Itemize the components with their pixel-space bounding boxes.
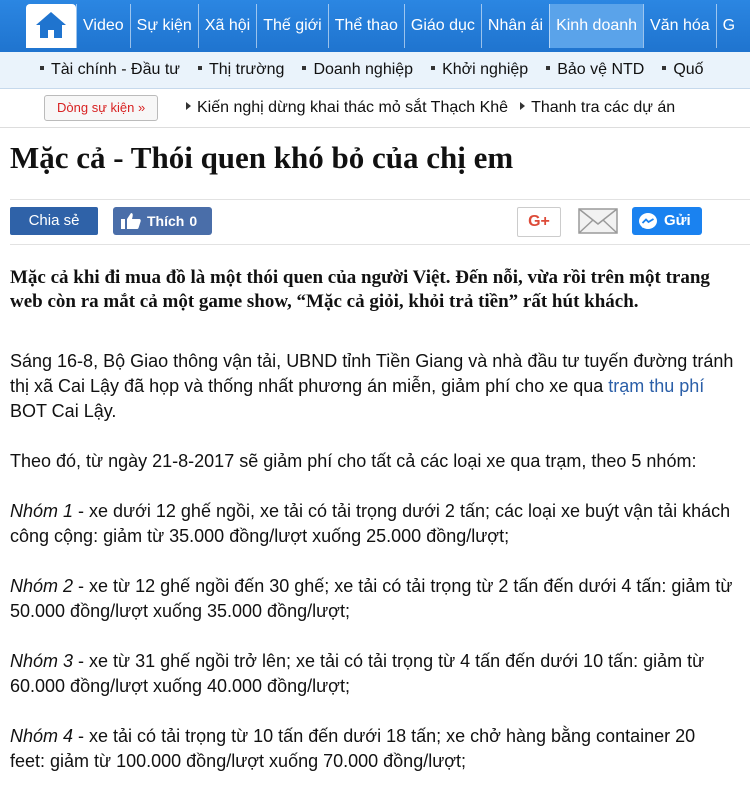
group-text: - xe dưới 12 ghế ngồi, xe tải có tải trọng dưới 2 tấn; các loại xe buýt vận tải khách công cộng: giảm từ 35.000 đồng/lượt xuống 25.000 đồng/lượt;: [10, 501, 731, 546]
group-text: - xe từ 12 ghế ngồi đến 30 ghế; xe tải có tải trọng từ 2 tấn đến dưới 4 tấn: giảm từ 50.000 đồng/lượt xuống 35.000 đồng/lượt;: [10, 576, 733, 621]
toll-station-link[interactable]: trạm thu phí: [608, 376, 705, 396]
paragraph: [10, 349, 735, 424]
subnav-label: Thị trường: [208, 61, 285, 78]
subnav-item-thi-truong[interactable]: [198, 52, 284, 88]
article-lead: Mặc cả khi đi mua đồ là một thói quen của người Việt. Đến nỗi, vừa rồi trên một trang web còn ra mắt cả một game show, “Mặc cả giỏi, khỏi trả tiền” rất hút khách.: [10, 267, 710, 312]
bullet-icon: [198, 66, 202, 70]
like-button[interactable]: [113, 207, 212, 235]
email-button[interactable]: [578, 206, 618, 236]
group-label: Nhóm 4: [10, 726, 74, 746]
group-label: Nhóm 3: [10, 651, 74, 671]
send-label: Gửi: [664, 212, 691, 229]
ticker-item-label: Thanh tra các dự án: [531, 99, 676, 116]
subnav-item-khoi-nghiep[interactable]: [431, 52, 528, 88]
nav-list: [76, 4, 741, 48]
google-plus-button[interactable]: G+: [517, 207, 561, 237]
top-navigation: [0, 0, 750, 52]
nav-item-xa-hoi[interactable]: Xã hội: [198, 4, 256, 48]
nav-item-video[interactable]: Video: [76, 4, 130, 48]
home-icon: [35, 10, 67, 40]
event-ticker: [0, 89, 750, 128]
nav-item-giao-duc[interactable]: Giáo dục: [404, 4, 481, 48]
subnav-item-bao-ve-ntd[interactable]: [546, 52, 644, 88]
subnav-item-tai-chinh[interactable]: [40, 52, 180, 88]
nav-item-the-thao[interactable]: Thể thao: [328, 4, 404, 48]
nav-item-van-hoa[interactable]: Văn hóa: [643, 4, 716, 48]
sub-navigation: [0, 52, 750, 89]
nav-item-kinh-doanh[interactable]: Kinh doanh: [549, 4, 643, 48]
group-text: - xe từ 31 ghế ngồi trở lên; xe tải có tải trọng từ 4 tấn đến dưới 10 tấn: giảm từ 60.000 đồng/lượt xuống 40.000 đồng/lượt;: [10, 651, 705, 696]
bullet-icon: [302, 66, 306, 70]
group-label: Nhóm 1: [10, 501, 74, 521]
paragraph-text: BOT Cai Lậy.: [10, 401, 117, 421]
subnav-item-quoc[interactable]: [662, 52, 703, 88]
bullet-icon: [431, 66, 435, 70]
bullet-icon: [40, 66, 44, 70]
nav-item-nhan-ai[interactable]: Nhân ái: [481, 4, 549, 48]
subnav-label: Tài chính - Đầu tư: [51, 61, 180, 78]
group-paragraph: [10, 649, 735, 699]
messenger-icon: [639, 213, 657, 230]
nav-item-the-gioi[interactable]: Thế giới: [256, 4, 328, 48]
group-label: Nhóm 2: [10, 576, 74, 596]
group-paragraph: [10, 724, 735, 774]
bullet-icon: [662, 66, 666, 70]
messenger-send-button[interactable]: [632, 207, 702, 235]
like-count: 0: [189, 213, 198, 229]
subnav-label: Khởi nghiệp: [442, 61, 529, 78]
share-button[interactable]: Chia sẻ: [10, 207, 98, 235]
paragraph-text: Sáng 16-8, Bộ Giao thông vận tải, UBND tỉnh Tiền Giang và nhà đầu tư tuyến đường tránh thị xã Cai Lậy đã họp và thống nhất phương án miễn, giảm phí cho xe qua: [10, 351, 734, 396]
like-label: Thích: [147, 213, 185, 229]
subnav-label: Doanh nghiệp: [313, 61, 414, 78]
article-body: [10, 349, 735, 799]
bullet-icon: [546, 66, 550, 70]
triangle-right-icon: [186, 102, 191, 110]
home-button[interactable]: [26, 4, 76, 48]
group-paragraph: [10, 574, 735, 624]
event-stream-button[interactable]: Dòng sự kiện »: [44, 95, 158, 121]
ticker-item-label: Kiến nghị dừng khai thác mỏ sắt Thạch Khê: [197, 99, 509, 116]
share-bar: [10, 199, 750, 245]
article-title: Mặc cả - Thói quen khó bỏ của chị em: [10, 140, 514, 175]
triangle-right-icon: [520, 102, 525, 110]
nav-item-su-kien[interactable]: Sự kiện: [130, 4, 198, 48]
group-text: - xe tải có tải trọng từ 10 tấn đến dưới 18 tấn; xe chở hàng bằng container 20 feet: giảm từ 100.000 đồng/lượt xuống 70.000 đồng/lượt;: [10, 726, 696, 771]
group-paragraph: [10, 499, 735, 549]
subnav-item-doanh-nghiep[interactable]: [302, 52, 413, 88]
envelope-icon: [578, 206, 618, 236]
thumbs-up-icon: [121, 213, 141, 229]
ticker-item[interactable]: [186, 89, 508, 127]
ticker-item[interactable]: [520, 89, 675, 127]
subnav-label: Bảo vệ NTD: [557, 61, 645, 78]
subnav-label: Quố: [673, 61, 704, 78]
paragraph: Theo đó, từ ngày 21-8-2017 sẽ giảm phí cho tất cả các loại xe qua trạm, theo 5 nhóm:: [10, 451, 697, 471]
nav-item-more[interactable]: G: [716, 4, 741, 48]
